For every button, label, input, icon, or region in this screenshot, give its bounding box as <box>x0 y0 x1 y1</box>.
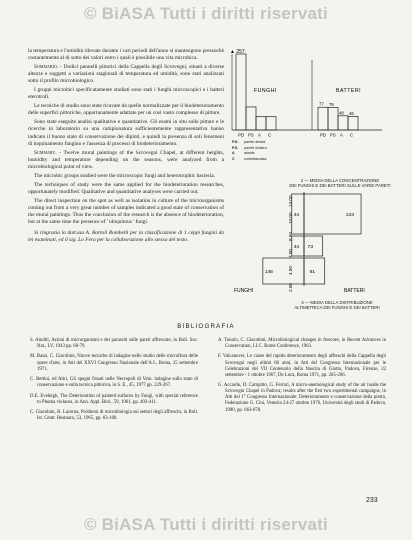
bar-batteri-c <box>348 116 358 130</box>
bibliography-entry: S. Aiuditi, Azioni di microrganismi e dei parassiti sulle pareti affrescate, in Boll. Soc. Nat., LV, 1943 pp. 68-79. <box>30 338 198 350</box>
bibliography-title: BIBLIOGRAFIA <box>177 323 235 330</box>
bibliography-entry: F. Valcanover, Le cause del rapido deterioramento degli affreschi della Cappella degli Scrovegni negli ultimi 60 anni, in Atti del Congresso Internazionale per le Celebrazioni del VII Centenario della Nascita di Giotto, Padova, Firenze, 22 settembre - 1 ottobre 1967, De Luca, Roma 1971, pp. 205-206. <box>218 354 386 378</box>
figure-3-caption: 3 — MEDIA DELLA DISTRIBUZIONE ALTIMETRICA DEI FUNGHI E DEI BATTERI <box>294 300 380 311</box>
tick-label: C <box>268 132 272 138</box>
tick-label: 10.00 <box>288 212 293 224</box>
watermark-top: © BiASA Tutti i diritti riservati <box>84 4 328 23</box>
data-label-batteri: 76 <box>329 102 334 108</box>
left-column-text <box>28 48 224 246</box>
figure-2-legend <box>232 140 312 162</box>
tick-label: 8.50 <box>288 232 293 241</box>
bar-funghi-a <box>256 117 266 130</box>
paragraph: The direct inspection on the spot as well as isolation in culture of the microorganisms coming out from a very great number of samples indicated a good state of conservation of the mural paintings. Thus the conclusion of the research is the absence of biodeterioration, but at the same time the presence of ' ubiquitous ' fungi. <box>28 197 224 226</box>
data-label-batteri: 223 <box>346 213 355 218</box>
tick-label: PD <box>320 132 326 138</box>
acknowledgement: Si ringrazia la dott.ssa A. Bartoli Rombelli per la classificazione di 1 ceppi fungini da lei esaminati, ed il sig. Lo Fera per la collaborazione allo stesso del testo. <box>28 230 224 244</box>
paragraph: I gruppi microbici specificatamente studiati sono stati i funghi microscopici e i batteri eterotrofi. <box>28 87 224 101</box>
bibliography-right-column <box>218 338 386 418</box>
data-label-batteri: 46 <box>349 110 354 116</box>
legend-item: P.S. parete sinistra <box>232 145 267 150</box>
bibliography-entry: G. Accardo, D. Campitto, G. Ferrari, A micro-anemological study of the air inside the Scrovegni Chapel in Padova; results after the first two experimental campaigns, in Atti del 1° Congresso Internazionale: Deterioramento e conservazione della pietra, Federazione G. Cini, Venezia 24-27 ottobre 1976, Università degli studi di Padova, 1980, pp. 663-678. <box>218 383 386 413</box>
legend-item: P.D. parete destra <box>232 140 266 144</box>
data-label-funghi: 148 <box>264 270 273 275</box>
data-label-batteri: 77 <box>319 101 324 107</box>
paragraph-summary-en: Summary. - Twelve mural paintings of the Scrovegni Chapel, at different heights, humidity and temperature depending on the seasons, were analyzed from a microbiological point of view. <box>28 149 224 170</box>
tick-label: A <box>258 132 261 138</box>
series-label-funghi: FUNGHI <box>254 88 277 94</box>
legend-item: A abside <box>232 151 255 156</box>
data-label-funghi: 44 <box>293 245 300 250</box>
paragraph: Sono state eseguite analisi qualitative e quantitative. Gli esami in situ sulle pitture e le ricerche in laboratorio su una campionatura sufficientemente rappresentativa hanno indicato il buono stato di conservazione dei dipinti, e quindi la presenza di soli fenomeni di inquinamento fungino e l'assenza di processi di biodeterioramento. <box>28 119 224 147</box>
bar-funghi-ps <box>246 107 256 130</box>
bar-funghi-pd <box>236 54 246 130</box>
series-label-funghi: FUNGHI <box>234 288 254 294</box>
series-label-batteri: BATTERI <box>336 88 362 94</box>
axis-ticks <box>288 195 293 292</box>
figure-2-chart <box>226 46 386 138</box>
bibliography-entry: D.E. Eveleigh, The Deterioration of painted surfaces by Fungi, with special reference to Phoma violacea, in Ann. Appl. Biol., 59, 1961, pp. 403-411. <box>30 393 198 405</box>
figure-2-caption: 2 — MEDIA DELLA CONCENTRAZIONE DEI FUNGHI E DEI BATTERI SULLE VARIE PARETI <box>289 178 391 189</box>
data-label-batteri: 81 <box>309 270 316 275</box>
paragraph: The microbic groups studied were the microscopic fungi and heterotrophic bacteria. <box>34 172 215 179</box>
watermark-bottom: © BiASA Tutti i diritti riservati <box>84 515 328 534</box>
series-label-batteri: BATTERI <box>344 288 365 294</box>
value-label-funghi-pd: ▲ 257 <box>230 49 245 55</box>
tick-label: PD <box>238 132 244 138</box>
paragraph: The techniques of study were the same applied for the biodeterioration researches, opportunately modified. Qualitative and quantitative analyses were carried out. <box>28 181 224 195</box>
data-label-batteri: 73 <box>307 245 314 250</box>
data-label-funghi: 44 <box>293 213 300 218</box>
bar-batteri-pd <box>318 107 328 130</box>
bar-batteri-a <box>338 116 348 130</box>
bibliography-left-column <box>30 338 198 427</box>
tick-label: 2.00 <box>288 283 293 292</box>
tick-label: A <box>340 132 343 138</box>
paragraph-summary-it: Sommario. - Dodici pannelli pittorici della Cappella degli Scrovegni, situati a diverse altezze e soggetti a variazioni stagionali di temperatura ed umidità, sono stati analizzati sotto il profilo microbiologico. <box>28 64 224 85</box>
legend-item: C controfacciata <box>232 156 267 161</box>
paragraph: Le tecniche di studio sono state ricavate da quelle normalizzate per il biodeterioramento delle superfici pittoriche, opportunamente adattate per un così vasto complesso di pitture. <box>28 103 224 117</box>
bar-batteri-ps <box>328 108 338 130</box>
figure-3-chart <box>232 188 382 300</box>
page-number: 233 <box>366 497 378 504</box>
tick-label: C <box>350 132 354 138</box>
bibliography-entry: C. Bettini, ed Altri, Gli spugni fissati nelle Necropoli di Veio: indagine sullo stato di conservazione e sulla tecnica pittorica, in S. E., 45, 1977 pp. 229-267. <box>30 377 198 389</box>
bibliography-entry: C. Giacobini, R. Lacerna, Problemi di microbiologia sui settori degli affreschi, in Boll. Ist. Centr. Restauro, 53, 1965, pp. 83-108. <box>30 410 198 422</box>
tick-label: PS <box>330 132 336 138</box>
bibliography-entry: M. Bassi, C. Giacobini, Nuove tecniche di indagine nello studio delle microflora delle opere d'arte, in Atti del XXVI Congresso Nazionale dell'A.I., Roma, 25 settembre 1971. <box>30 354 198 372</box>
paragraph: la temperatura e l'umidità rilevate durante i vari periodi dell'anno si mantengono pressochè costantemente al di sotto dei valori entro i quali è possibile una vita microbica. <box>28 48 224 62</box>
tick-label: 7.00 <box>288 249 293 258</box>
bar-funghi-c <box>266 117 276 130</box>
tick-label: 13.00 <box>288 195 293 207</box>
tick-label: PS <box>248 132 254 138</box>
bibliography-entry: A. Tonolo, C. Giacobini, Microbiological changes in frescoes, in Recent Advances in Conservation, I.I.C. Rome Conference, 1963. <box>218 338 386 350</box>
data-label-batteri: 48 <box>339 110 344 116</box>
tick-label: 4.50 <box>288 266 293 275</box>
